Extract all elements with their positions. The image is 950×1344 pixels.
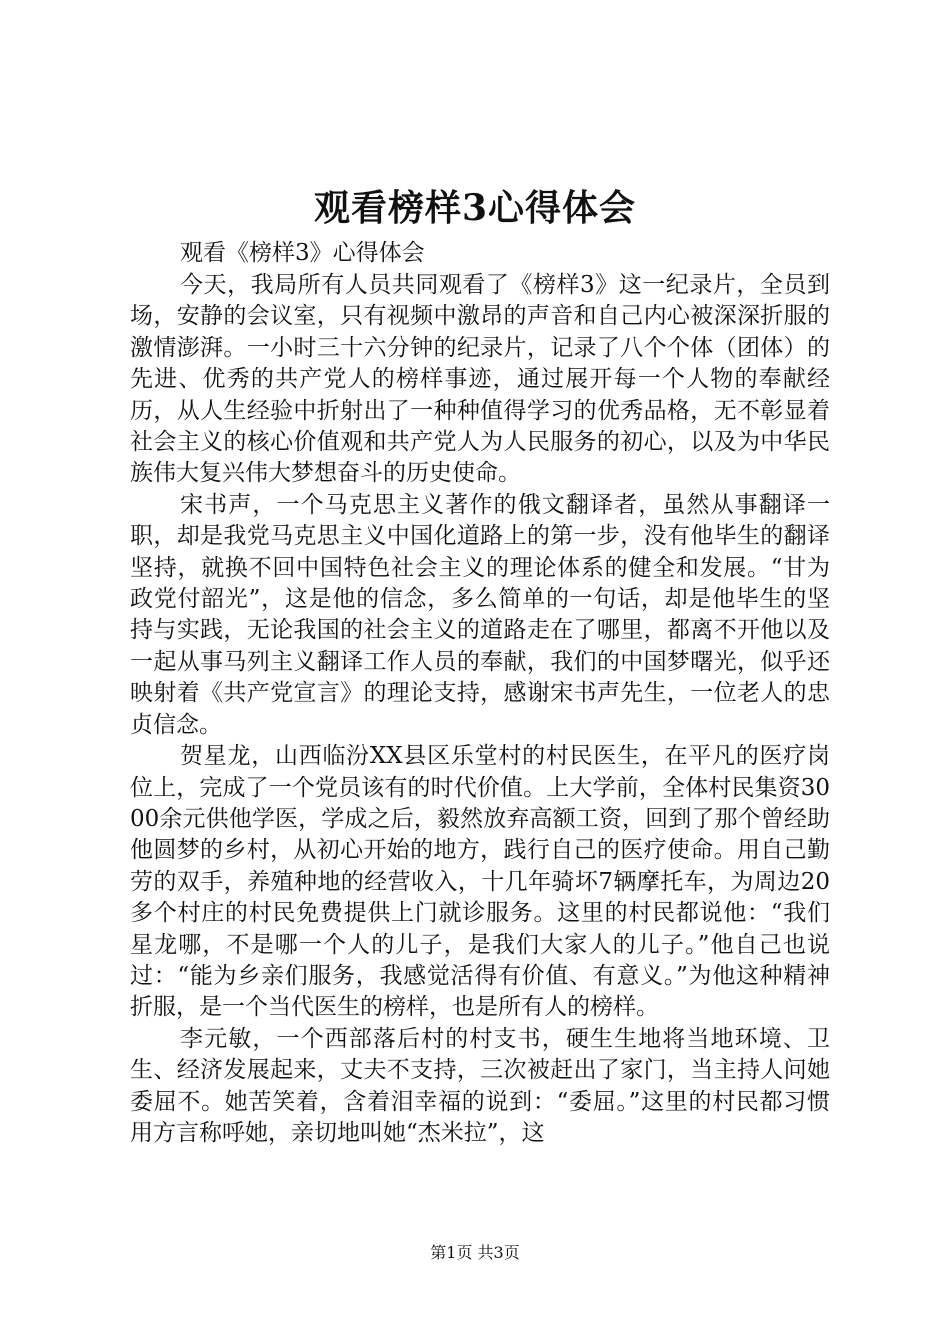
paragraph-3: 贺星龙，山西临汾XX县区乐堂村的村民医生，在平凡的医疗岗位上，完成了一个党员该有的时代价值。上大学前，全体村民集资3000余元供他学医，学成之后，毅然放弃高额工资，回到了那个曾经助他圆梦的乡村，从初心开始的地方，践行自己的医疗使命。用自己勤劳的双手，养殖种地的经营收入，十几年骑坏7辆摩托车，为周边20多个村庄的村民免费提供上门就诊服务。这里的村民都说他：“我们星龙哪，不是哪一个人的儿子，是我们大家人的儿子。”他自己也说过：“能为乡亲们服务，我感觉活得有价值、有意义。”为他这种精神折服，是一个当代医生的榜样，也是所有人的榜样。	[130, 743, 830, 1021]
paragraph-1: 今天，我局所有人员共同观看了《榜样3》这一纪录片，全员到场，安静的会议室，只有视频中激昂的声音和自己内心被深深折服的激情澎湃。一小时三十六分钟的纪录片，记录了八个个体（团体）的先进、优秀的共产党人的榜样事迹，通过展开每一个人物的奉献经历，从人生经验中折射出了一种种值得学习的优秀品格，无不彰显着社会主义的核心价值观和共产党人为人民服务的初心，以及为中华民族伟大复兴伟大梦想奋斗的历史使命。	[130, 272, 830, 487]
document-subtitle: 观看《榜样3》心得体会	[180, 240, 425, 266]
page-footer: 第1页 共3页	[430, 1243, 520, 1262]
paragraph-2: 宋书声，一个马克思主义著作的俄文翻译者，虽然从事翻译一职，却是我党马克思主义中国化道路上的第一步，没有他毕生的翻译坚持，就换不回中国特色社会主义的理论体系的健全和发展。“甘为政党付韶光”，这是他的信念，多么简单的一句话，却是他毕生的坚持与实践，无论我国的社会主义的道路走在了哪里，都离不开他以及一起从事马列主义翻译工作人员的奉献，我们的中国梦曙光，似乎还映射着《共产党宣言》的理论支持，感谢宋书声先生，一位老人的忠贞信念。	[130, 491, 830, 738]
paragraph-4: 李元敏，一个西部落后村的村支书，硬生生地将当地环境、卫生、经济发展起来，丈夫不支持，三次被赶出了家门，当主持人问她委屈不。她苦笑着，含着泪幸福的说到：“委屈。”这里的村民都习惯用方言称呼她，亲切地叫她“杰米拉”，这	[130, 1025, 830, 1146]
document-title: 观看榜样3心得体会	[313, 187, 637, 229]
document-body	[130, 270, 830, 1149]
